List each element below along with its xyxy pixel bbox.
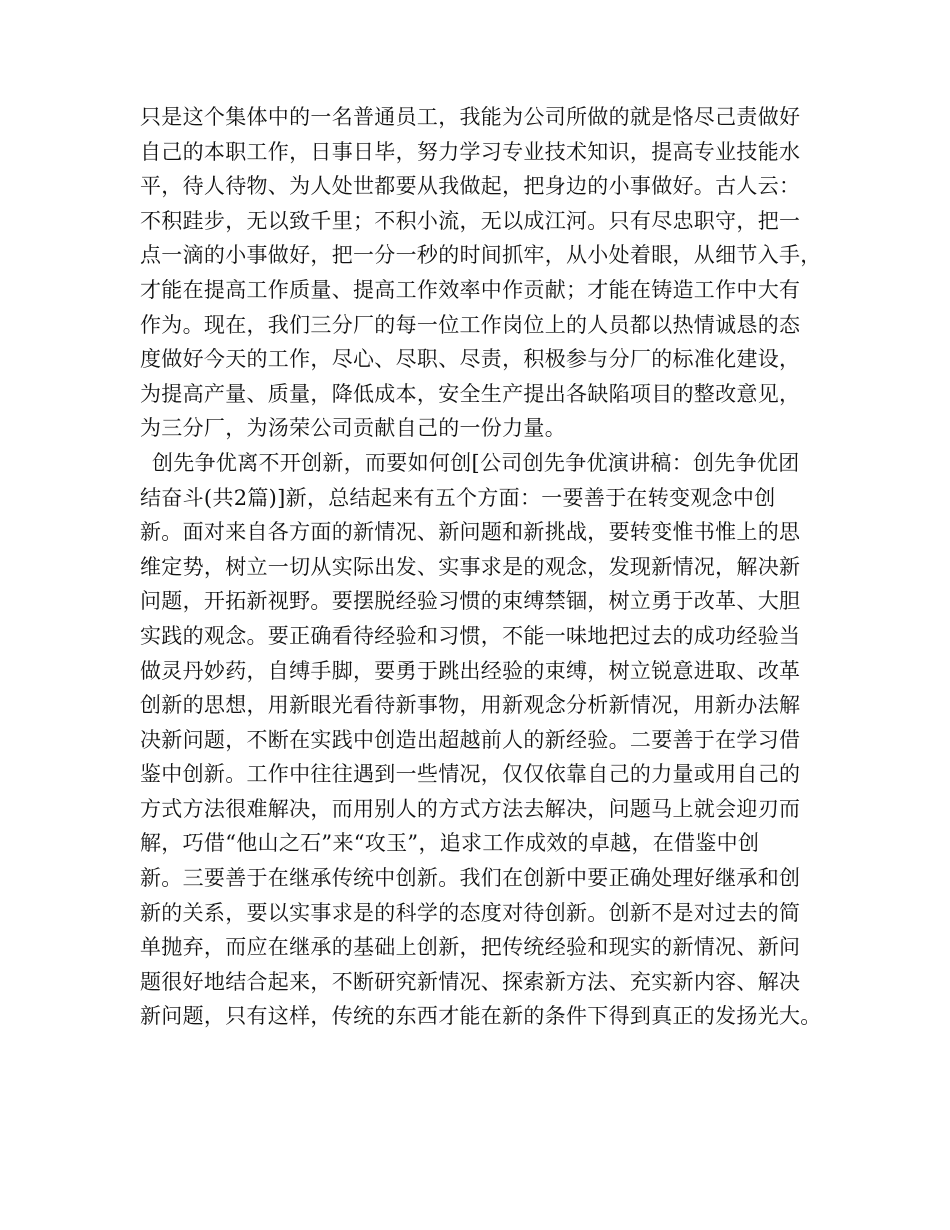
text-line: 点一滴的小事做好，把一分一秒的时间抓牢，从小处着眼，从细节入手，	[140, 243, 822, 268]
text-line: 做灵丹妙药，自缚手脚，要勇于跳出经验的束缚，树立锐意进取、改革	[140, 658, 801, 683]
body-text	[140, 100, 840, 1034]
text-line: 自己的本职工作，日事日毕，努力学习专业技术知识，提高专业技能水	[140, 139, 801, 164]
text-line: 新的关系，要以实事求是的科学的态度对待创新。创新不是对过去的简	[140, 900, 801, 925]
text-line: 只是这个集体中的一名普通员工，我能为公司所做的就是恪尽己责做好	[140, 105, 801, 129]
paragraph-1	[140, 100, 840, 446]
text-line: 为三分厂，为汤荣公司贡献自己的一份力量。	[140, 416, 566, 441]
text-line: 平，待人待物、为人处世都要从我做起，把身边的小事做好。古人云：	[140, 174, 801, 199]
text-line: 为提高产量、质量，降低成本，安全生产提出各缺陷项目的整改意见，	[140, 381, 801, 406]
text-line: 问题，开拓新视野。要摆脱经验习惯的束缚禁锢，树立勇于改革、大胆	[140, 589, 801, 614]
text-line: 新。三要善于在继承传统中创新。我们在创新中要正确处理好继承和创	[140, 866, 801, 891]
text-line: 新问题，只有这样，传统的东西才能在新的条件下得到真正的发扬光大。	[140, 1004, 822, 1029]
text-line: 创先争优离不开创新，而要如何创[公司创先争优演讲稿：创先争优团	[152, 450, 800, 475]
text-line: 解，巧借“他山之石”来“攻玉”，追求工作成效的卓越，在借鉴中创	[140, 831, 760, 856]
text-line: 决新问题，不断在实践中创造出超越前人的新经验。二要善于在学习借	[140, 727, 801, 752]
text-line: 方式方法很难解决，而用别人的方式方法去解决，问题马上就会迎刃而	[140, 796, 801, 821]
text-line: 才能在提高工作质量、提高工作效率中作贡献；才能在铸造工作中大有	[140, 277, 801, 302]
text-line: 新。面对来自各方面的新情况、新问题和新挑战，要转变惟书惟上的思	[140, 520, 801, 545]
text-line: 维定势，树立一切从实际出发、实事求是的观念，发现新情况，解决新	[140, 554, 801, 579]
text-line: 作为。现在，我们三分厂的每一位工作岗位上的人员都以热情诚恳的态	[140, 312, 801, 337]
text-line: 单抛弃，而应在继承的基础上创新，把传统经验和现实的新情况、新问	[140, 935, 801, 960]
paragraph-2	[140, 446, 840, 1034]
text-line: 度做好今天的工作，尽心、尽职、尽责，积极参与分厂的标准化建设，	[140, 347, 801, 372]
text-line: 实践的观念。要正确看待经验和习惯，不能一味地把过去的成功经验当	[140, 623, 801, 648]
text-line: 题很好地结合起来，不断研究新情况、探索新方法、充实新内容、解决	[140, 969, 801, 994]
text-line: 不积跬步，无以致千里；不积小流，无以成江河。只有尽忠职守，把一	[140, 208, 801, 233]
text-line: 鉴中创新。工作中往往遇到一些情况，仅仅依靠自己的力量或用自己的	[140, 762, 801, 787]
text-line: 结奋斗(共2篇)]新，总结起来有五个方面：一要善于在转变观念中创	[140, 485, 776, 510]
text-line: 创新的思想，用新眼光看待新事物，用新观念分析新情况，用新办法解	[140, 693, 801, 718]
